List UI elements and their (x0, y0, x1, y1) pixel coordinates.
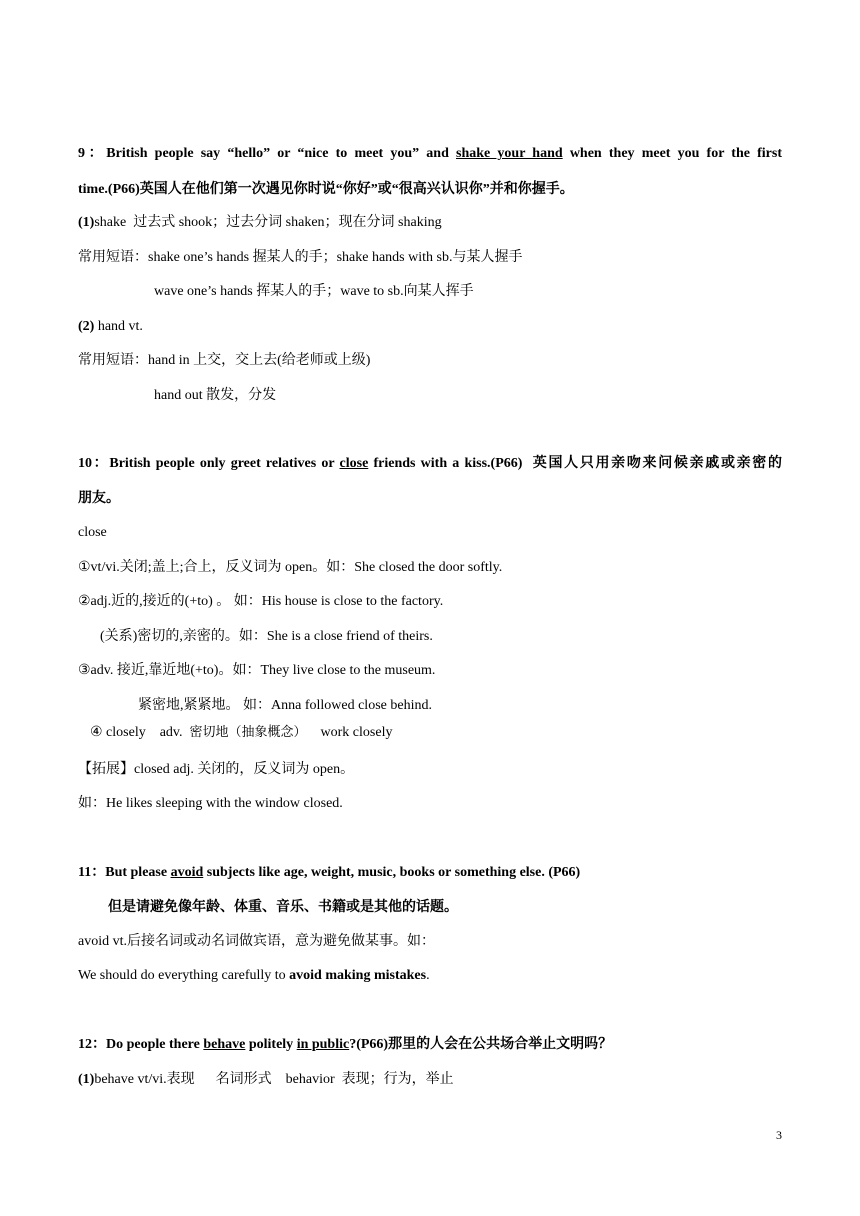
sec10-word: close (78, 525, 107, 540)
sec11-heading-line2: 但是请避免像年龄、体重、音乐、书籍或是其他的话题。 (108, 900, 458, 915)
sec10-sense2: ②adj.近的,接近的(+to) 。 如：His house is close to the factory. (78, 594, 444, 609)
sec10-sense2b: (关系)密切的,亲密的。如：She is a close friend of theirs. (100, 629, 433, 644)
sec12-heading: 12：Do people there behave politely in public?(P66)那里的人会在公共场合举止文明吗？ (78, 1037, 613, 1052)
sec10-example: 如：He likes sleeping with the window closed. (78, 796, 343, 811)
sec10-sense3b: 紧密地,紧紧地。 如：Anna followed close behind. (138, 698, 432, 713)
sec9-point2: (2) hand vt. (78, 319, 143, 334)
sec9-phrases-line4: hand out 散发，分发 (154, 388, 277, 403)
sec12-point1: (1)behave vt/vi.表现 名词形式 behavior 表现；行为，举止 (78, 1072, 454, 1087)
sec9-phrases-line1: 常用短语：shake one’s hands 握某人的手；shake hands with sb.与某人握手 (78, 250, 523, 265)
sec9-phrases-line3: 常用短语：hand in 上交，交上去(给老师或上级) (78, 353, 371, 368)
sec10-heading-line2: 朋友。 (78, 491, 120, 506)
sec10-sense4: ④ closely adv. 密切地（抽象概念） work closely (90, 725, 393, 740)
sec10-sense3: ③adv. 接近,靠近地(+to)。如：They live close to the museum. (78, 663, 436, 678)
sec9-phrases-line2: wave one’s hands 挥某人的手；wave to sb.向某人挥手 (154, 284, 474, 299)
sec9-heading-line2: time.(P66)英国人在他们第一次遇见你时说“你好”或“很高兴认识你”并和你握手。 (78, 182, 574, 197)
page-number: 3 (776, 1128, 782, 1142)
sec9-point1: (1)shake 过去式 shook；过去分词 shaken；现在分词 shaking (78, 215, 442, 230)
sec9-heading-line1: 9：British people say “hello” or “nice to meet you” and shake your hand when they meet you for the first (78, 146, 782, 161)
sec11-example: We should do everything carefully to avoid making mistakes. (78, 968, 430, 983)
sec10-heading-line1: 10：British people only greet relatives or close friends with a kiss.(P66) 英国人只用亲吻来问候亲戚或亲密的 (78, 456, 782, 471)
sec11-heading-line1: 11：But please avoid subjects like age, weight, music, books or something else. (P66) (78, 865, 581, 880)
sec10-extension: 【拓展】closed adj. 关闭的，反义词为 open。 (78, 762, 355, 777)
sec10-sense1: ①vt/vi.关闭;盖上;合上，反义词为 open。如：She closed the door softly. (78, 560, 503, 575)
sec11-explanation: avoid vt.后接名词或动名词做宾语，意为避免做某事。如： (78, 934, 435, 949)
